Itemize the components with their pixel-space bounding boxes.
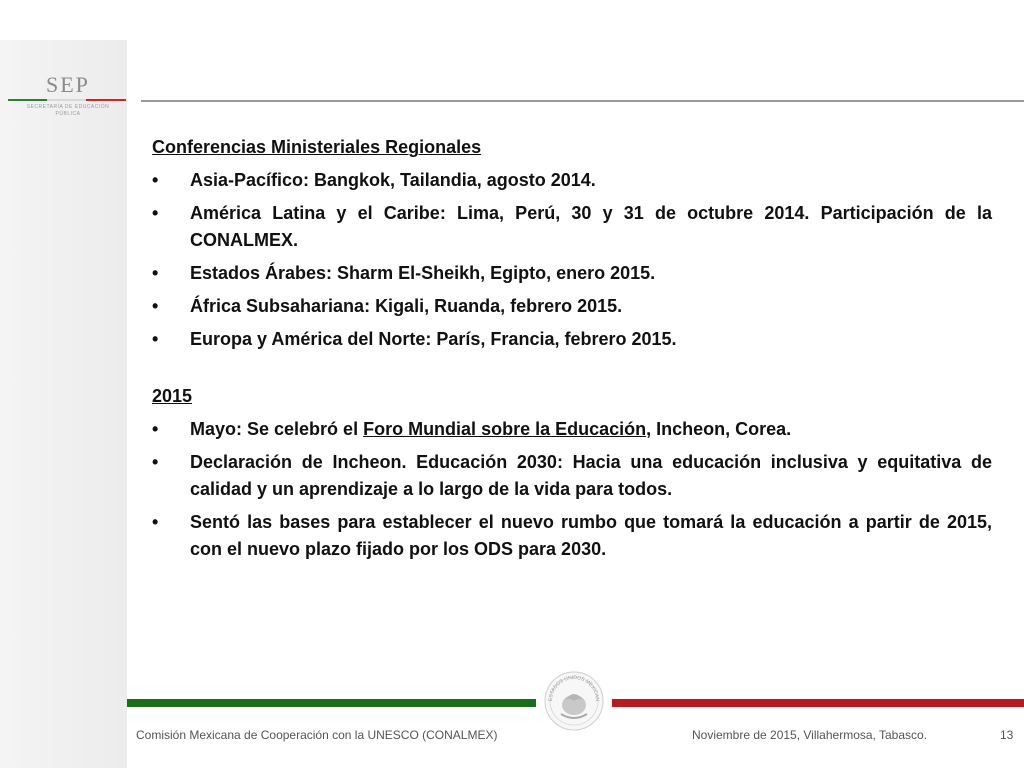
section-heading-conferences: Conferencias Ministeriales Regionales [152, 137, 482, 157]
logo-tricolor-line [8, 99, 126, 101]
footer-red-bar [612, 699, 1024, 707]
list-item: • Sentó las bases para establecer el nuevo rumbo que tomará la educación a partir de 2015, con el nuevo plazo fijado por los ODS para 2030. [152, 509, 992, 563]
logo-subtitle: SECRETARÍA DE EDUCACIÓN PÚBLICA [26, 104, 110, 117]
list-item: • América Latina y el Caribe: Lima, Perú, 30 y 31 de octubre 2014. Participación de la CONALMEX. [152, 200, 992, 254]
footer-date-location: Noviembre de 2015, Villahermosa, Tabasco. [692, 728, 928, 742]
seal-text: ESTADOS UNIDOS MEXICAN [547, 674, 601, 702]
sep-logo [8, 70, 126, 126]
item-suffix: , Incheon, Corea. [646, 419, 792, 439]
slide-content [152, 134, 992, 569]
section-heading-year: 2015 [152, 386, 193, 406]
footer-green-bar [127, 699, 536, 707]
footer-organization: Comisión Mexicana de Cooperación con la UNESCO (CONALMEX) [136, 728, 498, 742]
conferences-list [152, 167, 992, 353]
forum-emphasis: Foro Mundial sobre la Educación [363, 419, 647, 439]
logo-text: SEP [46, 72, 90, 97]
mexico-seal-icon [543, 670, 605, 732]
item-prefix: Mayo: Se celebró el [190, 419, 364, 439]
year-list [152, 416, 992, 563]
sidebar-panel [0, 40, 127, 768]
page-number: 13 [1000, 728, 1014, 742]
list-item: • Asia-Pacífico: Bangkok, Tailandia, agosto 2014. [152, 167, 992, 194]
top-divider [141, 100, 1024, 102]
list-item [152, 416, 992, 443]
list-item: • Europa y América del Norte: París, Francia, febrero 2015. [152, 326, 992, 353]
list-item: • Declaración de Incheon. Educación 2030: Hacia una educación inclusiva y equitativa de calidad y un aprendizaje a lo largo de la vida para todos. [152, 449, 992, 503]
list-item: • África Subsahariana: Kigali, Ruanda, febrero 2015. [152, 293, 992, 320]
list-item: • Estados Árabes: Sharm El-Sheikh, Egipto, enero 2015. [152, 260, 992, 287]
